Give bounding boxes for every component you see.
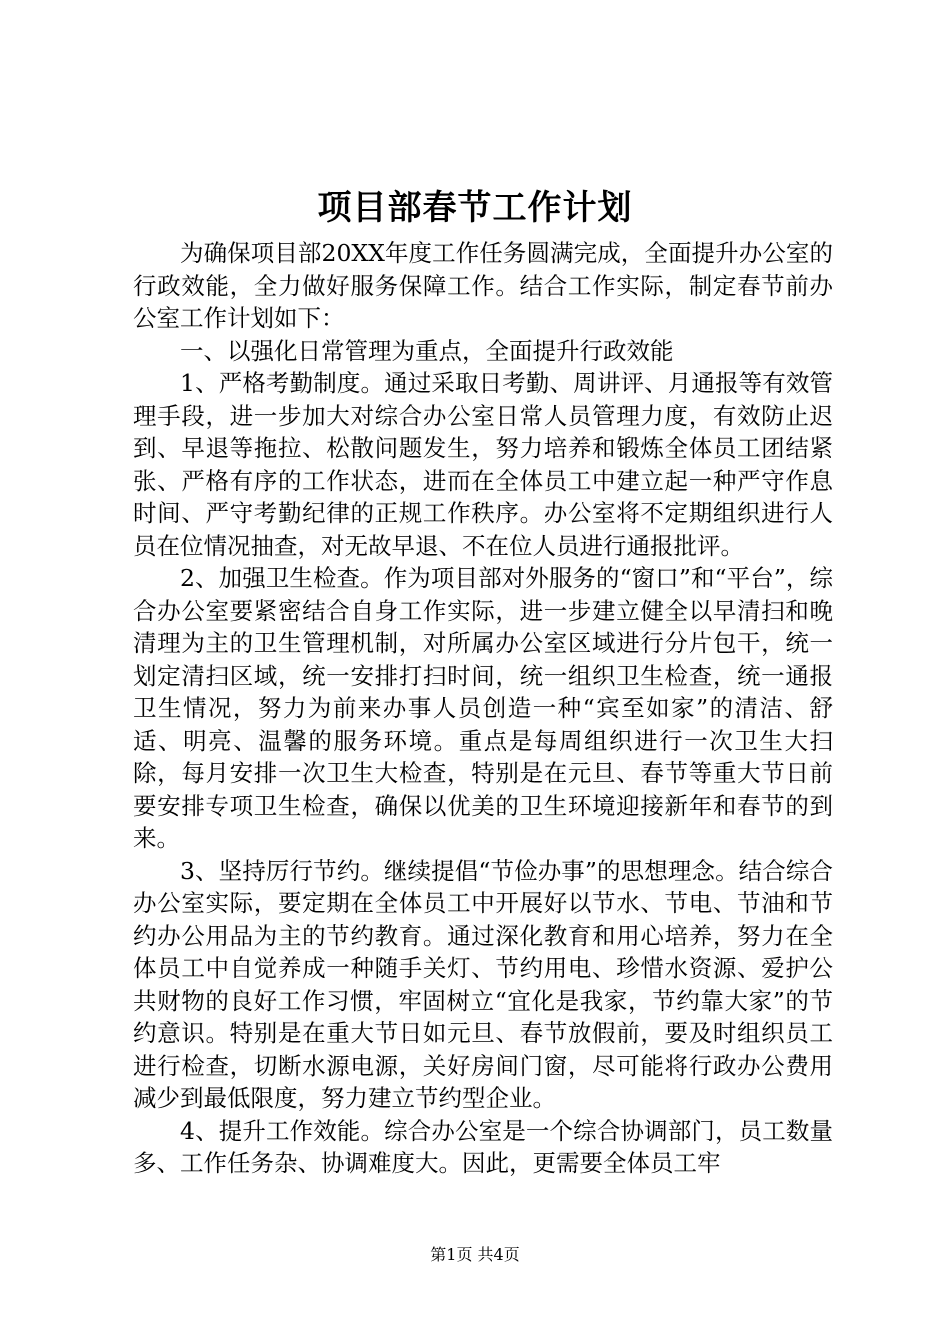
document-title: 项目部春节工作计划 — [317, 188, 633, 228]
paragraph-hygiene: 2、加强卫生检查。作为项目部对外服务的“窗口”和“平台”，综合办公室要紧密结合自身工作实际，进一步建立健全以早清扫和晚清理为主的卫生管理机制，对所属办公室区域进行分片包干，统一划定清扫区域，统一安排打扫时间，统一组织卫生检查，统一通报卫生情况，努力为前来办事人员创造一种“宾至如家”的清洁、舒适、明亮、温馨的服务环境。重点是每周组织进行一次卫生大扫除，每月安排一次卫生大检查，特别是在元旦、春节等重大节日前要安排专项卫生检查，确保以优美的卫生环境迎接新年和春节的到来。 — [133, 564, 833, 852]
page-number-footer: 第1页 共4页 — [430, 1245, 520, 1264]
document-body — [133, 237, 833, 1180]
section-heading-1: 一、以强化日常管理为重点，全面提升行政效能 — [180, 336, 674, 365]
paragraph-efficiency: 4、提升工作效能。综合办公室是一个综合协调部门，员工数量多、工作任务杂、协调难度大。因此，更需要全体员工牢 — [133, 1116, 833, 1177]
paragraph-intro: 为确保项目部20XX年度工作任务圆满完成，全面提升办公室的行政效能，全力做好服务保障工作。结合工作实际，制定春节前办公室工作计划如下： — [133, 239, 833, 332]
paragraph-thrift: 3、坚持厉行节约。继续提倡“节俭办事”的思想理念。结合综合办公室实际，要定期在全体员工中开展好以节水、节电、节油和节约办公用品为主的节约教育。通过深化教育和用心培养，努力在全体员工中自觉养成一种随手关灯、节约用电、珍惜水资源、爱护公共财物的良好工作习惯，牢固树立“宜化是我家，节约靠大家”的节约意识。特别是在重大节日如元旦、春节放假前，要及时组织员工进行检查，切断水源电源，关好房间门窗，尽可能将行政办公费用减少到最低限度，努力建立节约型企业。 — [133, 856, 833, 1112]
paragraph-attendance: 1、严格考勤制度。通过采取日考勤、周讲评、月通报等有效管理手段，进一步加大对综合办公室日常人员管理力度，有效防止迟到、早退等拖拉、松散问题发生，努力培养和锻炼全体员工团结紧张、严格有序的工作状态，进而在全体员工中建立起一种严守作息时间、严守考勤纪律的正规工作秩序。办公室将不定期组织进行人员在位情况抽查，对无故早退、不在位人员进行通报批评。 — [133, 369, 833, 560]
